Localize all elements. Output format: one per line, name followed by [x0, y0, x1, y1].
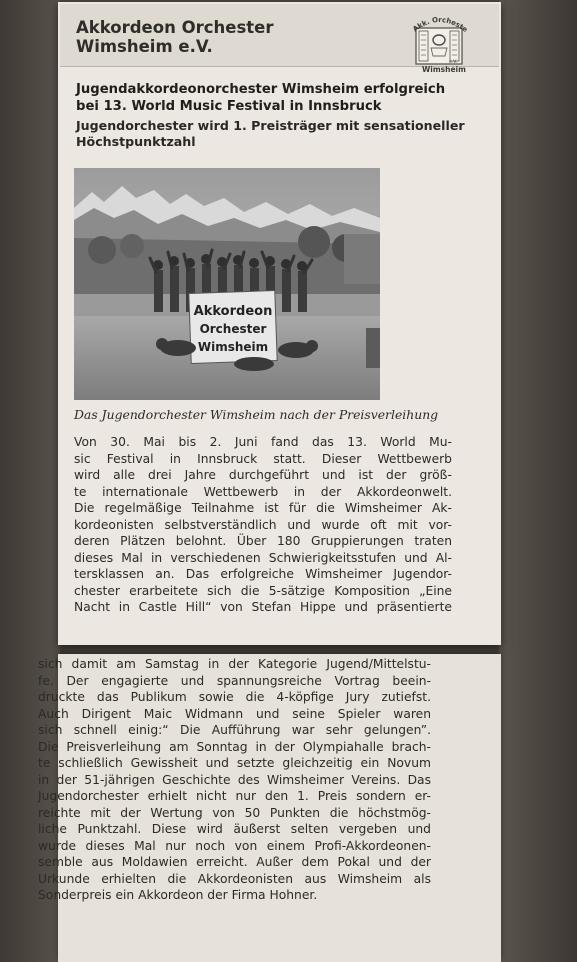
body-line: liche Punktzahl. Diese wird äußerst selten vergeben und [38, 822, 431, 836]
group-photo-image [74, 168, 380, 400]
body-line: sic Festival in Innsbruck statt. Dieser Wettbewerb [74, 451, 452, 466]
subheadline-line2: Höchstpunktzahl [76, 134, 196, 149]
body-line: Auch Dirigent Maic Widmann und seine Spieler waren [38, 706, 431, 721]
article-headline [76, 81, 486, 115]
body-line: Die Preisverleihung am Sonntag in der Olympiahalle brach- [38, 739, 431, 754]
body-line: te schließlich Gewissheit und setzte gleichzeitig ein Novum [38, 756, 431, 770]
club-logo [407, 10, 471, 74]
body-line: Jugendorchester erhielt nicht nur den 1. Preis sondern er- [38, 789, 431, 803]
body-line: semble aus Moldawien erreicht. Außer dem Pokal und der [38, 855, 431, 869]
body-line: Sonderpreis ein Akkordeon der Firma Hohner. [38, 888, 318, 902]
body-line: te internationale Wettbewerb in der Akkordeonwelt. [74, 484, 452, 499]
logo-text-top: Akk. Orcheste [411, 15, 469, 34]
body-line: in der 51-jährigen Geschichte des Wimsheimer Vereins. Das [38, 772, 431, 787]
body-line: druckte das Publikum sowie die 4-köpfige Jury zutiefst. [38, 690, 431, 704]
body-line: Urkunde erhielten die Akkordeonisten aus Wimsheim als [38, 871, 431, 886]
org-name-line2: Wimsheim e.V. [76, 37, 213, 56]
body-line: sich schnell einig:“ Die Aufführung war sehr gelungen”. [38, 723, 431, 737]
body-line: deren Plätzen belohnt. Über 180 Gruppierungen traten [74, 534, 452, 548]
body-line: sich damit am Samstag in der Kategorie Jugend/Mittelstu- [38, 657, 431, 671]
logo-text-bottom: Wimsheim [422, 65, 466, 74]
photo-caption: Das Jugendorchester Wimsheim nach der Preisverleihung [74, 407, 439, 422]
banner-line2: Orchester [199, 322, 267, 336]
logo-text-ev: e.V. [449, 60, 458, 65]
body-line: fe. Der engagierte und spannungsreiche Vortrag beein- [38, 673, 431, 688]
banner-line3: Wimsheim [197, 340, 269, 354]
body-line: tersklassen an. Das erfolgreiche Wimsheimer Jugendor- [74, 567, 452, 581]
body-line: dieses Mal in verschiedenen Schwierigkeitsstufen und Al- [74, 550, 452, 565]
banner-line1: Akkordeon [193, 304, 273, 319]
body-line: wird alle drei Jahre durchgeführt und ist der größ- [74, 468, 452, 482]
group-photo [74, 168, 380, 400]
article-body-bottom [38, 656, 431, 904]
background-right [499, 0, 577, 962]
newspaper-clipping-top [58, 2, 501, 645]
body-line: chester erarbeitete sich die 5-sätzige Komposition „Eine [74, 583, 452, 598]
body-line: reichte mit der Wertung von 50 Punkten die höchstmög- [38, 805, 431, 820]
body-line: kordeonisten selbstverständlich und wurde oft mit vor- [74, 517, 452, 532]
org-name-line1: Akkordeon Orchester [76, 18, 274, 37]
headline-line2: bei 13. World Music Festival in Innsbruck [76, 99, 382, 114]
org-name [76, 18, 396, 56]
article-body-top [74, 434, 452, 616]
subheadline-line1: Jugendorchester wird 1. Preisträger mit sensationeller [76, 118, 465, 133]
body-line: Von 30. Mai bis 2. Juni fand das 13. World Mu- [74, 435, 452, 449]
body-line: wurde dieses Mal nur noch von einem Profi-Akkordeonen- [38, 838, 431, 853]
body-line: Die regelmäßige Teilnahme ist für die Wimsheimer Ak- [74, 501, 452, 515]
headline-line1: Jugendakkordeonorchester Wimsheim erfolgreich [76, 82, 446, 97]
body-line: Nacht in Castle Hill“ von Stefan Hippe und präsentierte [74, 600, 452, 614]
article-subheadline [76, 118, 491, 150]
